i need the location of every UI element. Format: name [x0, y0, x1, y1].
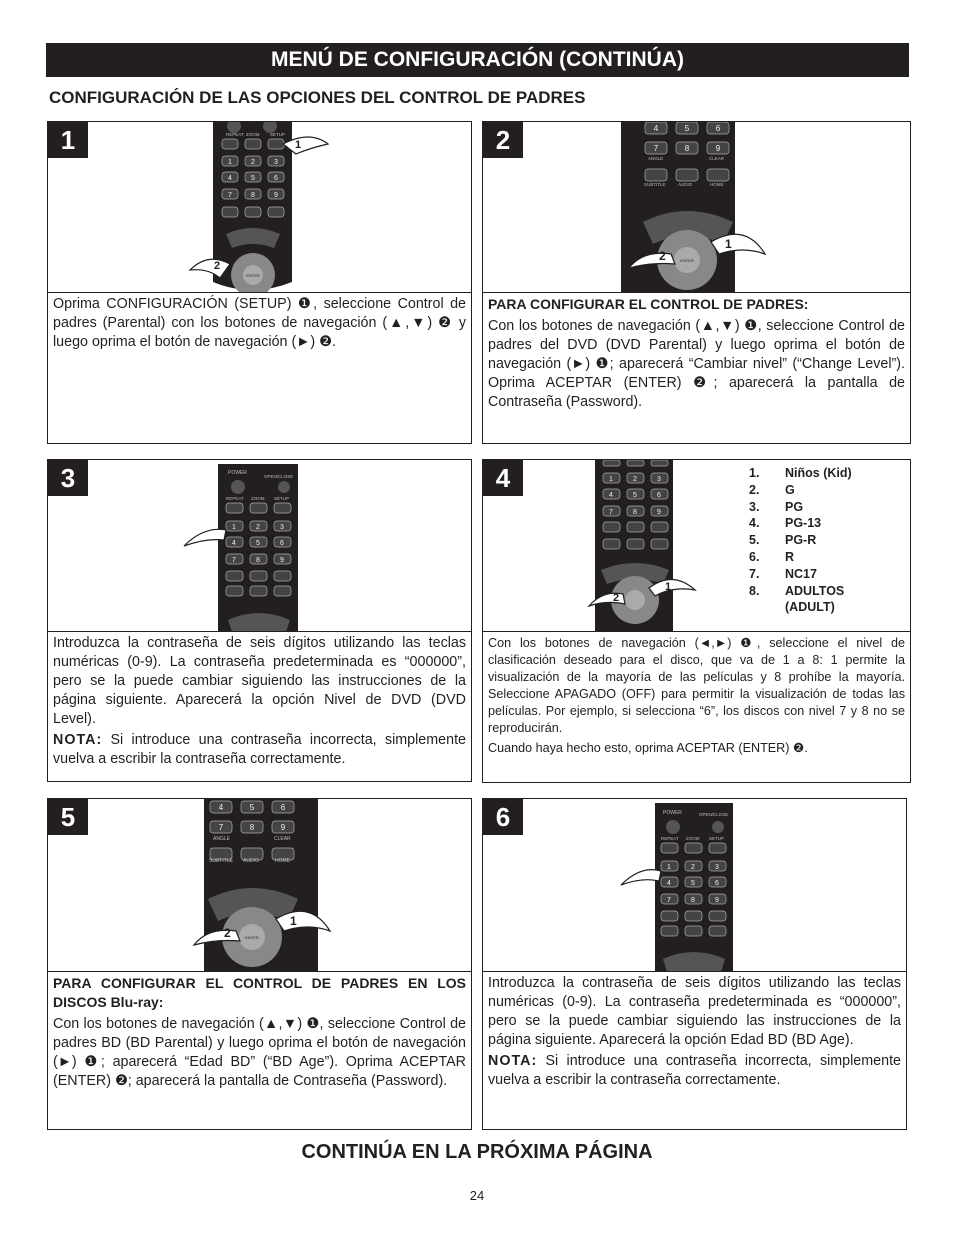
- step-number: 1: [48, 122, 88, 158]
- step-5-panel: [47, 798, 472, 1130]
- zoom-label: ZOOM: [251, 496, 265, 501]
- step-2-text-block: [488, 295, 905, 412]
- step-5-illustration: [48, 799, 471, 972]
- open-close-button: [712, 821, 724, 833]
- setup-label: SETUP: [270, 132, 286, 137]
- step-4-illustration: [483, 460, 910, 632]
- digit-5: 5: [691, 880, 695, 887]
- digit-7: 7: [609, 509, 613, 516]
- digit-7: 7: [232, 557, 236, 564]
- digit-6: 6: [715, 124, 721, 133]
- digit-4: 4: [218, 803, 224, 812]
- digit-6: 6: [715, 880, 719, 887]
- step-6-nota: Si introduce una contraseña incorrecta, simplemente vuelva a escribir la contraseña correctamente.: [488, 1053, 901, 1088]
- step-3-illustration: [48, 460, 471, 632]
- remote-illustration: [483, 799, 906, 972]
- list-item: 2. G: [749, 482, 795, 497]
- digit-3: 3: [715, 864, 719, 871]
- subtitle-label: SUBTITLE: [209, 858, 233, 864]
- digit-2: 2: [691, 864, 695, 871]
- list-item: 1. Niños (Kid): [749, 466, 852, 480]
- callout-1: 1: [295, 139, 302, 151]
- digit-6: 6: [280, 540, 284, 547]
- list-item: 3. PG: [749, 499, 804, 514]
- angle-label: ANGLE: [213, 836, 230, 842]
- digit-5: 5: [684, 124, 690, 133]
- nota-label: NOTA:: [53, 732, 103, 748]
- digit-9: 9: [274, 192, 278, 199]
- repeat-label: REPEAT: [661, 836, 679, 841]
- enter-label: ENTER: [245, 935, 259, 940]
- pointer-arrow-icon: [711, 234, 765, 254]
- power-label: POWER: [663, 810, 682, 816]
- enter-label: ENTER: [246, 273, 260, 278]
- digit-1: 1: [228, 159, 232, 166]
- remote-illustration: [48, 799, 471, 972]
- remote-illustration: [483, 122, 910, 293]
- digit-8: 8: [256, 557, 260, 564]
- continues-notice: CONTINÚA EN LA PRÓXIMA PÁGINA: [301, 1141, 653, 1163]
- clear-label: CLEAR: [274, 836, 291, 842]
- step-2-text: Con los botones de navegación (▲,▼) ❶, seleccione Control de padres del DVD (DVD Parental) y luego oprima el botón de navegación (►) ❶; aparecerá “Cambiar nivel” (“Change Level”). Oprima ACEPTAR (ENTER) ❷; aparecerá la pantalla de Contraseña (Password).: [488, 318, 905, 410]
- open-close-label: OPEN/CLOSE: [264, 474, 294, 479]
- step-3-nota: Si introduce una contraseña incorrecta, simplemente vuelva a escribir la contraseña correctamente.: [53, 732, 466, 767]
- digit-2: 2: [256, 524, 260, 531]
- callout-2: 2: [224, 926, 231, 940]
- enter-label: ENTER: [680, 258, 694, 263]
- digit-5: 5: [633, 492, 637, 499]
- digit-1: 1: [609, 476, 613, 483]
- step-5-heading: PARA CONFIGURAR EL CONTROL DE PADRES EN LOS DISCOS Blu-ray:: [53, 975, 466, 1010]
- step-1-text-block: [53, 295, 466, 352]
- list-item: 6. R: [749, 549, 795, 564]
- enter-button: [625, 590, 645, 610]
- step-2-panel: [482, 121, 911, 444]
- digit-1: 1: [232, 524, 236, 531]
- clear-label: CLEAR: [709, 156, 725, 161]
- digit-3: 3: [657, 476, 661, 483]
- digit-1: 1: [667, 864, 671, 871]
- digit-7: 7: [228, 192, 232, 199]
- remote-illustration: [48, 122, 471, 293]
- digit-4: 4: [653, 124, 659, 133]
- callout-2: 2: [659, 249, 666, 263]
- step-1-panel: [47, 121, 472, 444]
- power-button: [231, 480, 245, 494]
- repeat-label: REPEAT: [226, 132, 244, 137]
- digit-8: 8: [691, 897, 695, 904]
- step-5-text: Con los botones de navegación (▲,▼) ❶, seleccione Control de padres BD (BD Parental) y luego oprima el botón de navegación (►) ❶; aparecerá “Edad BD” (“BD Age”). Oprima ACEPTAR (ENTER) ❷; aparecerá la pantalla de Contraseña (Password).: [53, 1016, 466, 1089]
- open-close-label: OPEN/CLOSE: [699, 812, 729, 817]
- home-label: HOME: [710, 182, 724, 187]
- callout-1: 1: [725, 237, 732, 251]
- step-3-panel: [47, 459, 472, 782]
- step-2-heading: PARA CONFIGURAR EL CONTROL DE PADRES:: [488, 296, 809, 312]
- zoom-label: ZOOM: [686, 836, 700, 841]
- digit-6: 6: [657, 492, 661, 499]
- step-number: 4: [483, 460, 523, 496]
- step-3-text-block: [53, 634, 466, 769]
- step-2-illustration: [483, 122, 910, 293]
- list-item: 4. PG-13: [749, 516, 822, 531]
- step-number: 6: [483, 799, 523, 835]
- digit-7: 7: [667, 897, 671, 904]
- digit-8: 8: [633, 509, 637, 516]
- step-1-text: Oprima CONFIGURACIÓN (SETUP) ❶, seleccione Control de padres (Parental) con los botones de navegación (▲,▼) ❷ y luego oprima el botón de navegación (►) ❷.: [53, 296, 466, 350]
- digit-7: 7: [653, 144, 659, 153]
- rating-list: [749, 465, 852, 616]
- step-3-text: Introduzca la contraseña de seis dígitos utilizando las teclas numéricas (0-9). La contraseña predeterminada es “000000”, pero se la puede cambiar siguiendo las instrucciones de la página siguiente. Aparecerá la opción Nivel de DVD (DVD Level).: [53, 635, 466, 727]
- nota-label: NOTA:: [488, 1053, 538, 1069]
- callout-1: 1: [290, 914, 297, 928]
- digit-8: 8: [251, 192, 255, 199]
- list-item: 8. ADULTOS: [749, 583, 845, 598]
- digit-4: 4: [667, 880, 671, 887]
- digit-5: 5: [249, 803, 255, 812]
- callout-2: 2: [214, 260, 221, 272]
- power-button: [666, 820, 680, 834]
- digit-9: 9: [715, 144, 721, 153]
- step-number: 2: [483, 122, 523, 158]
- step-6-text: Introduzca la contraseña de seis dígitos utilizando las teclas numéricas (0-9). La contraseña predeterminada es “000000”, pero se la puede cambiar siguiendo las instrucciones de la página siguiente. Aparecerá la opción Edad BD (BD Age).: [488, 975, 901, 1048]
- list-item: 7. NC17: [749, 566, 817, 581]
- setup-label: SETUP: [709, 836, 725, 841]
- angle-label: ANGLE: [648, 156, 664, 161]
- digit-3: 3: [274, 159, 278, 166]
- step-6-panel: [482, 798, 907, 1130]
- digit-6: 6: [274, 175, 278, 182]
- home-label: HOME: [275, 858, 290, 864]
- step-5-text-block: [53, 974, 466, 1091]
- setup-label: SETUP: [274, 496, 290, 501]
- digit-9: 9: [657, 509, 661, 516]
- power-label: POWER: [228, 470, 247, 476]
- digit-4: 4: [228, 175, 232, 182]
- digit-8: 8: [249, 823, 255, 832]
- step-number: 5: [48, 799, 88, 835]
- remote-illustration: [48, 460, 471, 632]
- section-subtitle: CONFIGURACIÓN DE LAS OPCIONES DEL CONTROL DE PADRES: [49, 88, 586, 107]
- callout-2: 2: [613, 592, 620, 604]
- digit-5: 5: [251, 175, 255, 182]
- digit-2: 2: [251, 159, 255, 166]
- step-6-text-block: [488, 974, 901, 1090]
- page-number: 24: [469, 1188, 485, 1203]
- repeat-label: REPEAT: [226, 496, 244, 501]
- callout-1: 1: [665, 581, 672, 593]
- step-4-text: Con los botones de navegación (◄,►) ❶, seleccione el nivel de clasificación deseado para el disco, que va de 1 a 8: 1 permite la visualización de la mayoría de las películas y 8 prohíbe la mayoría. Seleccione APAGADO (OFF) para permitir la visualización de todas las películas. Por ejemplo, si selecciona “6”, los discos con nivel 7 y 8 no se reproducirán.: [488, 636, 905, 735]
- list-item: (ADULT): [785, 600, 835, 615]
- page-title: MENÚ DE CONFIGURACIÓN (CONTINÚA): [46, 43, 909, 77]
- digit-7: 7: [218, 823, 224, 832]
- zoom-label: ZOOM: [246, 132, 260, 137]
- audio-label: AUDIO: [243, 858, 259, 864]
- digit-2: 2: [633, 476, 637, 483]
- open-close-button: [278, 481, 290, 493]
- digit-4: 4: [232, 540, 236, 547]
- step-6-illustration: [483, 799, 906, 972]
- digit-6: 6: [280, 803, 286, 812]
- list-item: 5. PG-R: [749, 533, 817, 548]
- step-number: 3: [48, 460, 88, 496]
- subtitle-label: SUBTITLE: [644, 182, 666, 187]
- digit-3: 3: [280, 524, 284, 531]
- step-4-panel: [482, 459, 911, 783]
- digit-4: 4: [609, 492, 613, 499]
- step-4-text-2: Cuando haya hecho esto, oprima ACEPTAR (ENTER) ❷.: [488, 741, 808, 755]
- audio-label: AUDIO: [678, 182, 693, 187]
- digit-9: 9: [715, 897, 719, 904]
- digit-9: 9: [280, 823, 286, 832]
- digit-9: 9: [280, 557, 284, 564]
- digit-8: 8: [684, 144, 690, 153]
- digit-5: 5: [256, 540, 260, 547]
- step-1-illustration: [48, 122, 471, 293]
- step-4-text-block: [488, 635, 905, 757]
